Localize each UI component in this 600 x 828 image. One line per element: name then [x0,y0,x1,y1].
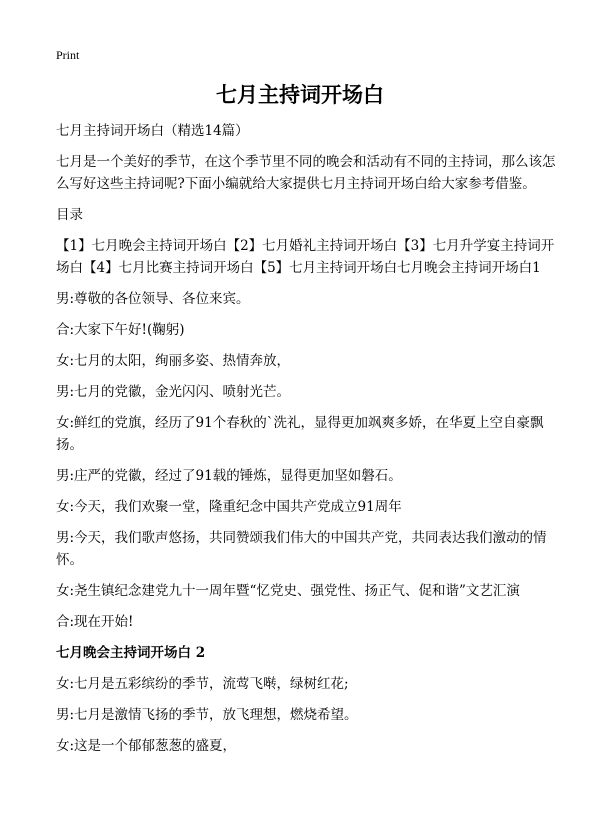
paragraph: 女:这是一个郁郁葱葱的盛夏， [56,738,237,754]
paragraph: 七月是一个美好的季节，在这个季节里不同的晚会和活动有不同的主持词，那么该怎么写好这些主持词呢?下面小编就给大家提供七月主持词开场白给大家参考借鉴。 [56,154,556,192]
paragraph: 合:现在开始! [56,614,134,630]
paragraph: 合:大家下午好!(鞠躬) [56,322,185,338]
paragraph: 男:七月是激情飞扬的季节，放飞理想，燃烧希望。 [56,707,358,723]
paragraph: 女:尧生镇纪念建党九十一周年暨“忆党史、强党性、扬正气、促和谐”文艺汇演 [56,583,520,599]
section-heading: 七月晚会主持词开场白 2 [56,645,206,661]
paragraph: 女:今天，我们欢聚一堂，隆重纪念中国共产党成立91周年 [56,499,402,515]
paragraph: 女:七月是五彩缤纷的季节，流莺飞啭，绿树红花; [56,676,349,692]
document-body [56,120,556,766]
paragraph: 七月主持词开场白（精选14篇） [56,123,249,139]
paragraph: 目录 [56,207,83,223]
paragraph: 男:尊敬的各位领导、各位来宾。 [56,291,250,307]
paragraph: 男:庄严的党徽，经过了91载的锤炼，显得更加坚如磐石。 [56,468,402,484]
paragraph: 男:今天，我们歌声悠扬，共同赞颂我们伟大的中国共产党，共同表达我们激动的情怀。 [56,530,547,568]
print-label: Print [56,48,80,62]
paragraph: 女:鲜红的党旗，经历了91个春秋的`洗礼，显得更加飒爽多娇，在华夏上空自豪飘扬。 [56,415,544,453]
paragraph: 女:七月的太阳，绚丽多姿、热情奔放， [56,353,291,369]
page-title: 七月主持词开场白 [216,83,384,107]
paragraph: 男:七月的党徽，金光闪闪、喷射光芒。 [56,384,291,400]
paragraph: 【1】七月晚会主持词开场白【2】七月婚礼主持词开场白【3】七月升学宴主持词开场白【4】七月比赛主持词开场白【5】七月主持词开场白七月晚会主持词开场白1 [56,238,555,276]
